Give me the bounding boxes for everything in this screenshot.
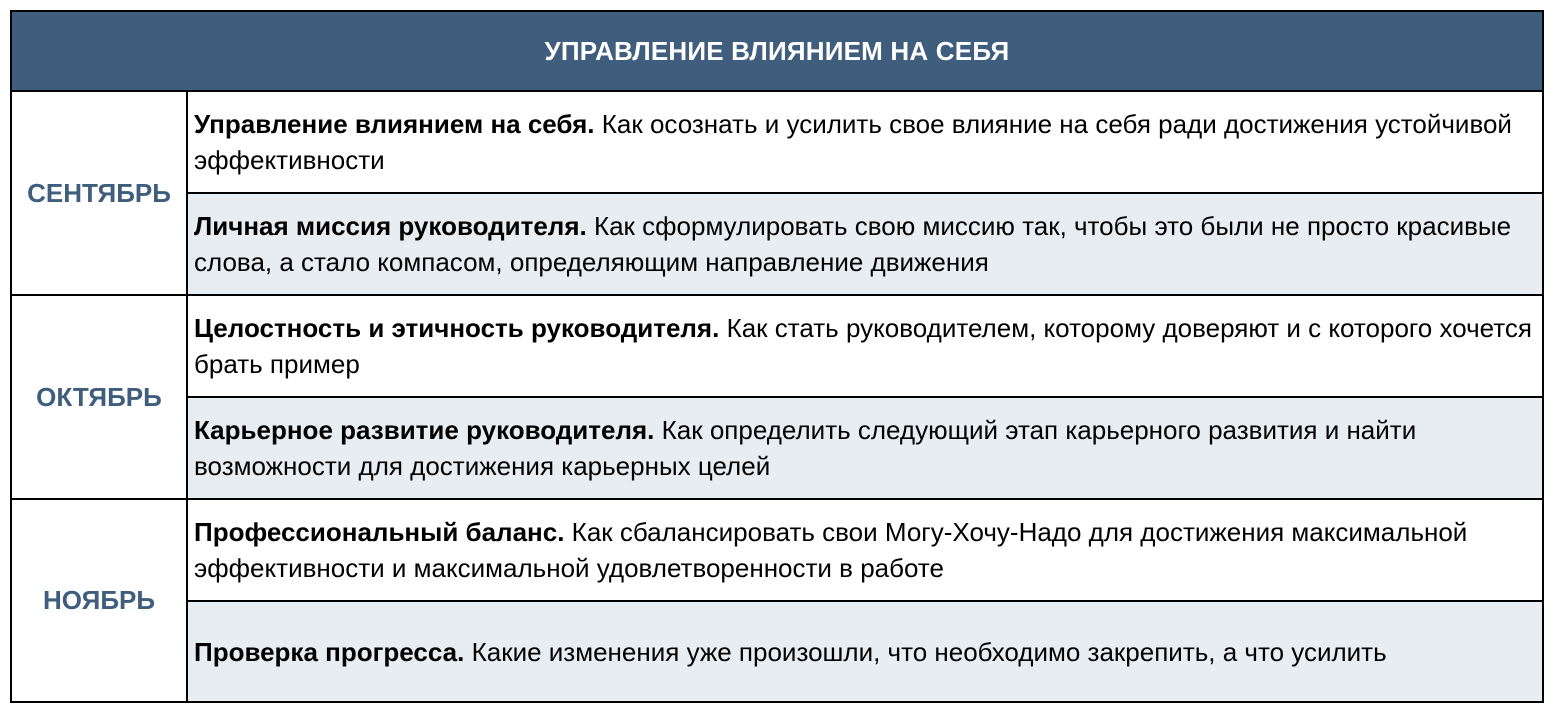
- topic-title: Проверка прогресса.: [194, 636, 465, 667]
- topic-title: Управление влиянием на себя.: [194, 109, 595, 139]
- topic-row: [188, 92, 1542, 194]
- topic-description: Как сбалансировать свои Могу-Хочу-Надо для достижения максимальной эффективности и максимальной удовлетворенности в работе: [194, 517, 1468, 583]
- table-header: [12, 12, 1542, 92]
- month-group-november: [12, 500, 1542, 701]
- schedule-table: [10, 10, 1544, 703]
- table-title: УПРАВЛЕНИЕ ВЛИЯНИЕМ НА СЕБЯ: [544, 35, 1010, 66]
- topic-row: [188, 296, 1542, 398]
- topic-row: [188, 398, 1542, 498]
- month-cell: [12, 296, 188, 498]
- topic-paragraph: [194, 634, 1387, 670]
- month-cell: [12, 500, 188, 701]
- month-label: НОЯБРЬ: [42, 585, 156, 615]
- topic-paragraph: [194, 412, 1534, 484]
- month-label: СЕНТЯБРЬ: [27, 177, 171, 208]
- topic-paragraph: [194, 514, 1534, 586]
- month-label: ОКТЯБРЬ: [36, 381, 162, 412]
- topic-description: Какие изменения уже произошли, что необходимо закрепить, а что усилить: [471, 636, 1387, 667]
- topic-description: Как сформулировать свою миссию так, чтобы это были не просто красивые слова, а стало компасом, определяющим направление движения: [194, 211, 1512, 277]
- topic-description: Как стать руководителем, которому доверяют и с которого хочется брать пример: [194, 313, 1532, 379]
- topic-paragraph: [194, 310, 1534, 382]
- topic-description: Как определить следующий этап карьерного развития и найти возможности для достижения карьерных целей: [194, 415, 1417, 481]
- topic-title: Личная миссия руководителя.: [194, 211, 587, 241]
- topic-paragraph: [194, 208, 1534, 280]
- topic-paragraph: [194, 106, 1534, 178]
- month-group-october: [12, 296, 1542, 500]
- topic-title: Карьерное развитие руководителя.: [194, 415, 655, 445]
- topic-row: [188, 500, 1542, 602]
- topic-title: Целостность и этичность руководителя.: [194, 313, 720, 343]
- month-group-september: [12, 92, 1542, 296]
- topic-description: Как осознать и усилить свое влияние на себя ради достижения устойчивой эффективности: [194, 109, 1512, 175]
- topic-title: Профессиональный баланс.: [194, 517, 565, 547]
- month-cell: [12, 92, 188, 294]
- topic-row: [188, 194, 1542, 294]
- topic-row: [188, 602, 1542, 701]
